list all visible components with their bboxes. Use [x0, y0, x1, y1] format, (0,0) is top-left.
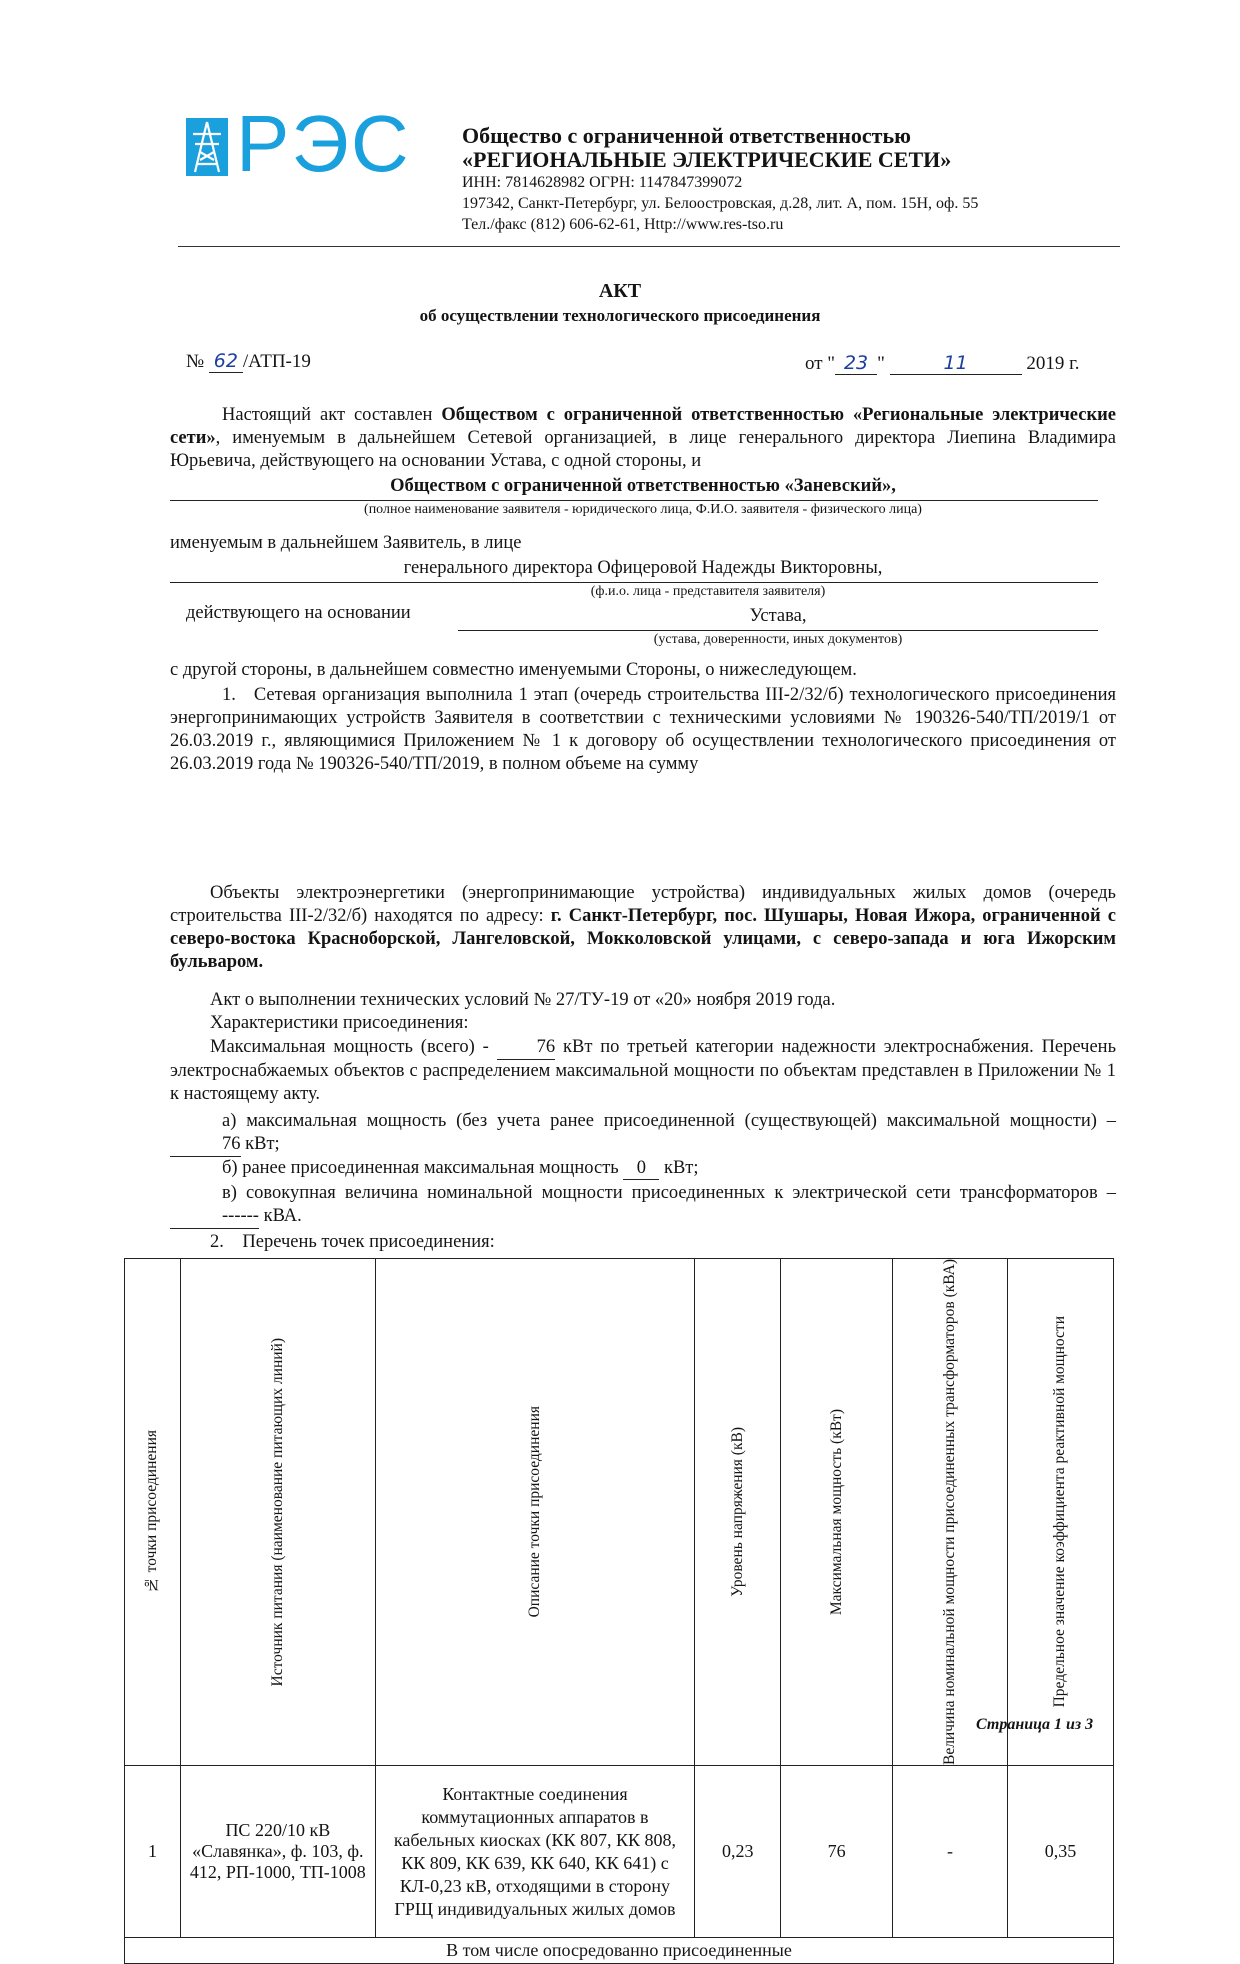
doc-number: № 62 /АТП-19: [186, 350, 311, 372]
header-voltage: Уровень напряжения (кВ): [728, 1427, 746, 1597]
cell-transformer: -: [893, 1766, 1008, 1938]
logo-text: РЭС: [236, 99, 411, 188]
applicant-rule: [170, 500, 1098, 501]
doc-subtitle: об осуществлении технологического присоединения: [419, 306, 821, 325]
representative: генерального директора Офицеровой Надежды Викторовны,: [403, 558, 883, 578]
header-point-description: Описание точки присоединения: [525, 1406, 543, 1618]
doc-date: от " 23 " 11 2019 г.: [805, 352, 1080, 374]
item-a-value: 76: [170, 1133, 241, 1157]
objects-paragraph: Объекты электроэнергетики (энергопринимающие устройства) индивидуальных жилых домов (очередь строительства III-2/32/б) находятся по адресу: г. Санкт-Петербург, пос. Шушары, Новая Ижора, ограниченной с северо-востока Красноборской, Лангеловской, Мокколовской улицами, с северо-запада и юга Ижорским бульваром.: [170, 883, 1116, 972]
org-line1: Общество с ограниченной ответственностью: [462, 123, 911, 148]
item-c: в) совокупная величина номинальной мощности присоединенных к электрической сети трансформаторов – ------ кВА.: [170, 1182, 1116, 1229]
date-day: 23: [835, 352, 877, 375]
header-reactive-coef: Предельное значение коэффициента реактивной мощности: [1051, 1316, 1069, 1708]
section2-title: 2. Перечень точек присоединения:: [210, 1232, 495, 1252]
applicant-name: Обществом с ограниченной ответственностью «Заневский»,: [390, 476, 896, 496]
basis-caption: (устава, доверенности, иных документов): [653, 632, 903, 647]
cell-coefficient: 0,35: [1007, 1766, 1113, 1938]
table-row: [125, 1766, 1114, 1938]
section1-paragraph: 1. Сетевая организация выполнила 1 этап (очередь строительства III-2/32/б) технологического присоединения энергопринимающих устройств Заявителя в соответствии с техническими условиями № 190326-540/ТП/2019/1 от 26.03.2019 г., являющимися Приложением № 1 к договору об осуществлении технологического присоединения от 26.03.2019 года № 190326-540/ТП/2019, в полном объеме на сумму: [170, 685, 1116, 774]
header-point-number: № точки присоединения: [143, 1430, 161, 1594]
cell-num: 1: [125, 1766, 181, 1938]
org-header: [462, 124, 978, 235]
representative-rule: [170, 582, 1098, 583]
header-transformer-power: Величина номинальной мощности присоединенных трансформаторов (кВА): [940, 1259, 958, 1766]
date-month: 11: [890, 352, 1022, 375]
basis-value: Устава,: [749, 606, 807, 626]
doc-number-value: 62: [209, 350, 243, 373]
item-b-value: 0: [623, 1158, 659, 1180]
date-year: 2019 г.: [1026, 353, 1080, 374]
org-ids: ИНН: 7814628982 ОГРН: 1147847399072: [462, 174, 743, 191]
max-power-paragraph: Максимальная мощность (всего) - 76 кВт по третьей категории надежности электроснабжения. Перечень электроснабжаемых объектов с распределением максимальной мощности по объектам представлен в Приложении № 1 к настоящему акту.: [170, 1037, 1117, 1104]
doc-title: АКТ: [598, 280, 642, 302]
cell-description: Контактные соединения коммутационных аппаратов в кабельных киосках (КК 807, КК 808, КК 809, КК 639, КК 640, КК 641) с КЛ-0,23 кВ, отходящими в сторону ГРЩ индивидуальных жилых домов: [375, 1766, 695, 1938]
org-contacts: Тел./факс (812) 606-62-61, Http://www.res-tso.ru: [462, 216, 784, 233]
objects-address: г. Санкт-Петербург, пос. Шушары, Новая Ижора, ограниченной с северо-востока Красноборской, Лангеловской, Мокколовской улицами, с северо-запада и юга Ижорским бульваром.: [170, 906, 1116, 972]
tu-act: Акт о выполнении технических условий № 27/ТУ-19 от «20» ноября 2019 года.: [210, 990, 836, 1010]
org-line2: «РЕГИОНАЛЬНЫЕ ЭЛЕКТРИЧЕСКИЕ СЕТИ»: [462, 147, 952, 172]
cell-power: 76: [781, 1766, 893, 1938]
item-b: б) ранее присоединенная максимальная мощность 0 кВт;: [222, 1158, 699, 1178]
max-power-value: 76: [497, 1036, 556, 1060]
cell-indirect: В том числе опосредованно присоединенные: [125, 1938, 1114, 1964]
header-max-power: Максимальная мощность (кВт): [827, 1408, 845, 1616]
connection-points-table: [124, 1258, 1114, 1964]
intro-paragraph: Настоящий акт составлен Обществом с ограниченной ответственностью «Региональные электрические сети», именуемым в дальнейшем Сетевой организацией, в лице генерального директора Лиепина Владимира Юрьевича, действующего на основании Устава, с одной стороны, и: [170, 405, 1116, 471]
org-address: 197342, Санкт-Петербург, ул. Белоостровская, д.28, лит. А, пом. 15Н, оф. 55: [462, 195, 979, 212]
page-number: Страница 1 из 3: [976, 1716, 1094, 1733]
item-c-value: ------: [170, 1205, 259, 1229]
applicant-caption: (полное наименование заявителя - юридического лица, Ф.И.О. заявителя - физического лица): [364, 502, 922, 517]
header-power-source: Источник питания (наименование питающих линий): [268, 1337, 286, 1687]
basis-label: действующего на основании: [186, 603, 411, 623]
network-org-name: Обществом с ограниченной ответственностью «Региональные электрические сети»: [170, 405, 1116, 448]
cell-voltage: 0,23: [695, 1766, 781, 1938]
power-tower-icon: [186, 118, 228, 176]
other-side: с другой стороны, в дальнейшем совместно именуемыми Стороны, о нижеследующем.: [170, 660, 857, 680]
table-footer-row: [125, 1938, 1114, 1964]
cell-source: ПС 220/10 кВ «Славянка», ф. 103, ф. 412, РП-1000, ТП-1008: [180, 1766, 375, 1938]
characteristics-title: Характеристики присоединения:: [210, 1013, 469, 1033]
item-a: а) максимальная мощность (без учета ранее присоединенной (существующей) максимальной мощности) – 76 кВт;: [170, 1110, 1116, 1157]
basis-rule: [458, 630, 1098, 631]
header-divider: [178, 246, 1120, 247]
representative-caption: (ф.и.о. лица - представителя заявителя): [590, 584, 826, 599]
named-line: именуемым в дальнейшем Заявитель, в лице: [170, 533, 522, 553]
table-header-row: [125, 1259, 1114, 1766]
